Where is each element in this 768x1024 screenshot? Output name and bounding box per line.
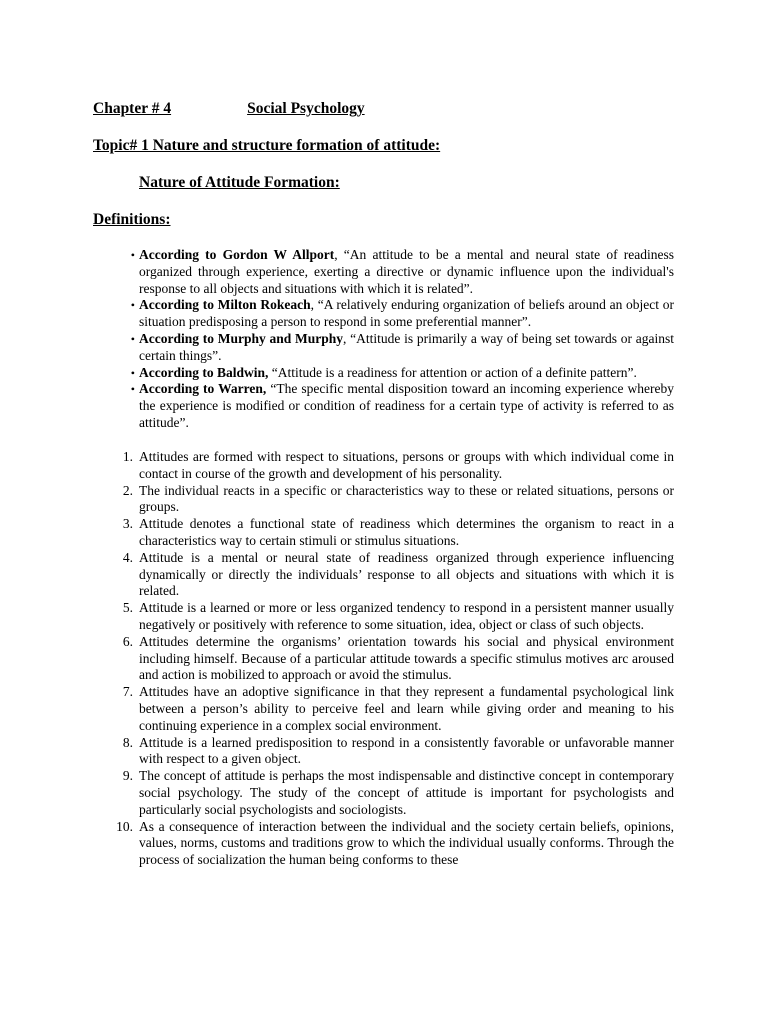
bullet-icon: • xyxy=(130,365,135,380)
definition-item xyxy=(130,297,674,331)
definition-item xyxy=(130,381,674,431)
list-item xyxy=(122,684,674,734)
chapter-subject: Social Psychology xyxy=(247,100,365,117)
definition-item xyxy=(130,330,674,365)
list-item xyxy=(122,449,674,483)
item-text: Attitude denotes a functional state of readiness which determines the organism to react in a characteristics way to certain stimuli or stimulus situations. xyxy=(139,516,674,548)
item-number: 8. xyxy=(122,734,133,750)
definition-text: , “Attitude is primarily a way of being set towards or against certain things”. xyxy=(139,330,674,363)
definition-text: , “A relatively enduring organization of beliefs around an object or situation predisposing a person to respond in some preferential manner”. xyxy=(139,297,674,330)
item-text: Attitudes have an adoptive significance in that they represent a fundamental psychological link between a person’s ability to perceive feel and learn while giving order and meaning to his continuing experience in a complex social environment. xyxy=(139,684,674,733)
definition-author: According to Murphy and Murphy xyxy=(139,330,343,346)
bullet-icon: • xyxy=(130,298,135,313)
item-text: Attitude is a learned predisposition to respond in a consistently favorable or unfavorable manner with respect to a given object. xyxy=(139,734,674,767)
definition-author: According to Warren, xyxy=(139,381,267,397)
item-number: 4. xyxy=(122,549,133,565)
item-number: 6. xyxy=(122,633,133,649)
item-number: 9. xyxy=(122,768,133,784)
item-text: The concept of attitude is perhaps the most indispensable and distinctive concept in contemporary social psychology. The study of the concept of attitude is important for psychologists and particularly social psychologists and sociologists. xyxy=(139,768,674,817)
chapter-number: Chapter # 4 xyxy=(93,100,172,117)
item-text: Attitudes are formed with respect to situations, persons or groups with which individual come in contact in course of the growth and development of his personality. xyxy=(139,449,674,481)
list-item xyxy=(116,818,674,869)
definition-author: According to Gordon W Allport xyxy=(139,247,335,262)
item-text: Attitude is a mental or neural state of readiness organized through experience influencing dynamically or directly the individuals’ response to all objects and situations with which it is related. xyxy=(139,549,674,599)
item-text: Attitudes determine the organisms’ orientation towards his social and physical environment including himself. Because of a particular attitude towards a specific stimulus motives arc aroused and action is mobilized to approach or avoid the stimulus. xyxy=(139,633,674,683)
item-number: 1. xyxy=(122,449,133,464)
list-item xyxy=(122,482,674,517)
list-item xyxy=(122,600,674,634)
item-number: 3. xyxy=(122,516,133,532)
definition-item xyxy=(130,364,674,382)
definition-author: According to Baldwin, xyxy=(139,364,269,380)
item-number: 10. xyxy=(116,818,133,834)
list-item xyxy=(122,734,674,769)
definition-author: According to Milton Rokeach xyxy=(139,297,311,313)
bullet-icon: • xyxy=(130,382,135,397)
definitions-list xyxy=(130,247,675,432)
item-text: As a consequence of interaction between the individual and the society certain beliefs, opinions, values, norms, customs and traditions grow to which the individual usually conforms. Through the process of socialization the human being conforms to these xyxy=(139,818,674,868)
topic-heading: Topic# 1 Nature and structure formation of attitude: xyxy=(93,137,441,154)
definitions-heading: Definitions: xyxy=(93,211,171,228)
item-text: The individual reacts in a specific or characteristics way to these or related situations, persons or groups. xyxy=(139,482,674,515)
definition-item xyxy=(130,247,675,297)
list-item xyxy=(122,516,674,550)
list-item xyxy=(122,768,674,818)
item-number: 7. xyxy=(122,684,133,700)
subtopic-heading: Nature of Attitude Formation: xyxy=(139,174,340,191)
item-number: 5. xyxy=(122,600,133,616)
attitude-points-list xyxy=(116,449,674,869)
definition-text: “Attitude is a readiness for attention or action of a definite pattern”. xyxy=(268,364,637,380)
item-number: 2. xyxy=(122,482,133,498)
bullet-icon: • xyxy=(130,248,135,262)
chapter-heading xyxy=(93,101,365,118)
list-item xyxy=(122,633,674,684)
item-text: Attitude is a learned or more or less organized tendency to respond in a persistent manner usually negatively or positively with reference to some situation, idea, object or class of such objects. xyxy=(139,600,674,632)
bullet-icon: • xyxy=(130,331,135,346)
definition-text: , “An attitude to be a mental and neural state of readiness organized through experience, exerting a directive or dynamic influence upon the individual's response to all objects and situations with which it is related”. xyxy=(139,247,675,296)
definition-text: “The specific mental disposition toward an incoming experience whereby the experience is modified or condition of readiness for a certain type of activity is referred to as attitude”. xyxy=(139,381,674,430)
list-item xyxy=(122,549,674,600)
